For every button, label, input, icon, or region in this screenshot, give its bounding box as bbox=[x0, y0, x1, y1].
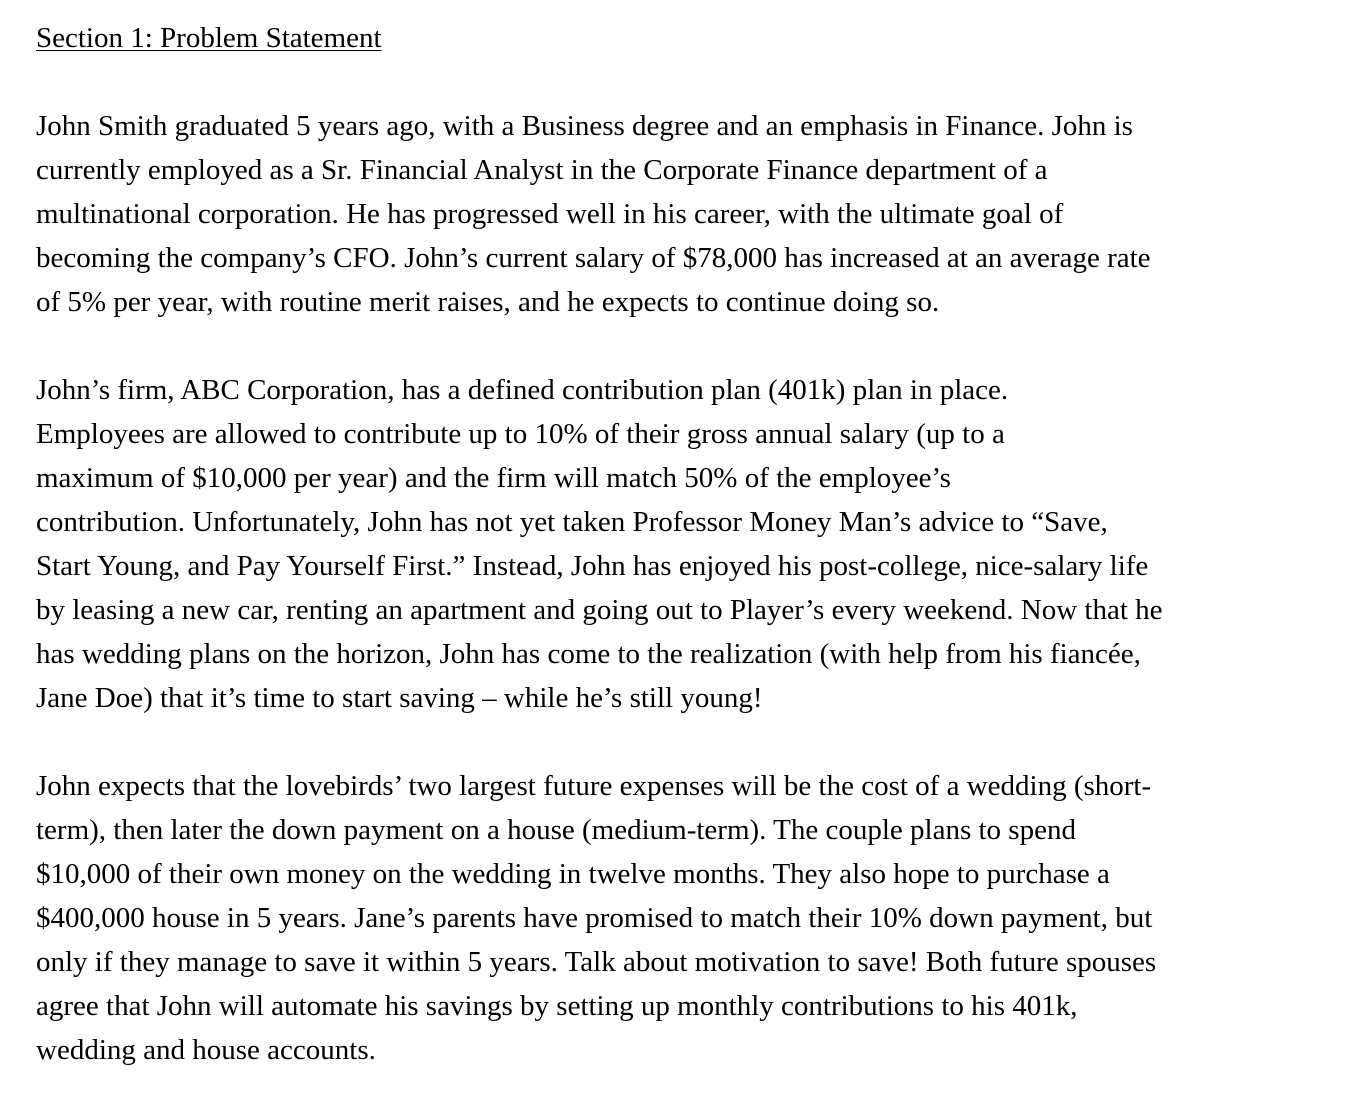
paragraph-line: term), then later the down payment on a house (medium-term). The couple plans to spend bbox=[36, 814, 1076, 846]
paragraph-line: only if they manage to save it within 5 years. Talk about motivation to save! Both future spouses bbox=[36, 946, 1157, 978]
paragraph-line: John expects that the lovebirds’ two largest future expenses will be the cost of a wedding (short- bbox=[36, 770, 1152, 802]
section-heading: Section 1: Problem Statement bbox=[36, 22, 382, 54]
paragraph-line: wedding and house accounts. bbox=[36, 1034, 376, 1066]
paragraph-line: agree that John will automate his savings by setting up monthly contributions to his 401k, bbox=[36, 990, 1078, 1022]
paragraph-line: currently employed as a Sr. Financial Analyst in the Corporate Finance department of a bbox=[36, 154, 1048, 186]
document-page bbox=[36, 18, 1316, 1072]
paragraph-line: multinational corporation. He has progressed well in his career, with the ultimate goal of bbox=[36, 198, 1064, 230]
paragraph-line: Employees are allowed to contribute up to 10% of their gross annual salary (up to a bbox=[36, 418, 1005, 450]
paragraph-line: John’s firm, ABC Corporation, has a defined contribution plan (401k) plan in place. bbox=[36, 374, 1009, 406]
paragraph-line: contribution. Unfortunately, John has not yet taken Professor Money Man’s advice to “Save, bbox=[36, 506, 1108, 538]
paragraph-line: by leasing a new car, renting an apartment and going out to Player’s every weekend. Now that he bbox=[36, 594, 1163, 626]
paragraph-line: Jane Doe) that it’s time to start saving – while he’s still young! bbox=[36, 682, 763, 714]
paragraph-line: Start Young, and Pay Yourself First.” Instead, John has enjoyed his post-college, nice-salary life bbox=[36, 550, 1149, 582]
paragraph-1 bbox=[36, 104, 1316, 324]
paragraph-3 bbox=[36, 764, 1316, 1072]
paragraph-line: becoming the company’s CFO. John’s current salary of $78,000 has increased at an average rate bbox=[36, 242, 1151, 274]
paragraph-line: $10,000 of their own money on the wedding in twelve months. They also hope to purchase a bbox=[36, 858, 1110, 890]
paragraph-line: of 5% per year, with routine merit raises, and he expects to continue doing so. bbox=[36, 286, 940, 318]
paragraph-line: John Smith graduated 5 years ago, with a Business degree and an emphasis in Finance. John is bbox=[36, 110, 1133, 142]
paragraph-line: maximum of $10,000 per year) and the firm will match 50% of the employee’s bbox=[36, 462, 951, 494]
paragraph-line: $400,000 house in 5 years. Jane’s parents have promised to match their 10% down payment, but bbox=[36, 902, 1153, 934]
paragraph-2 bbox=[36, 368, 1316, 720]
paragraph-line: has wedding plans on the horizon, John has come to the realization (with help from his fiancée, bbox=[36, 638, 1141, 670]
